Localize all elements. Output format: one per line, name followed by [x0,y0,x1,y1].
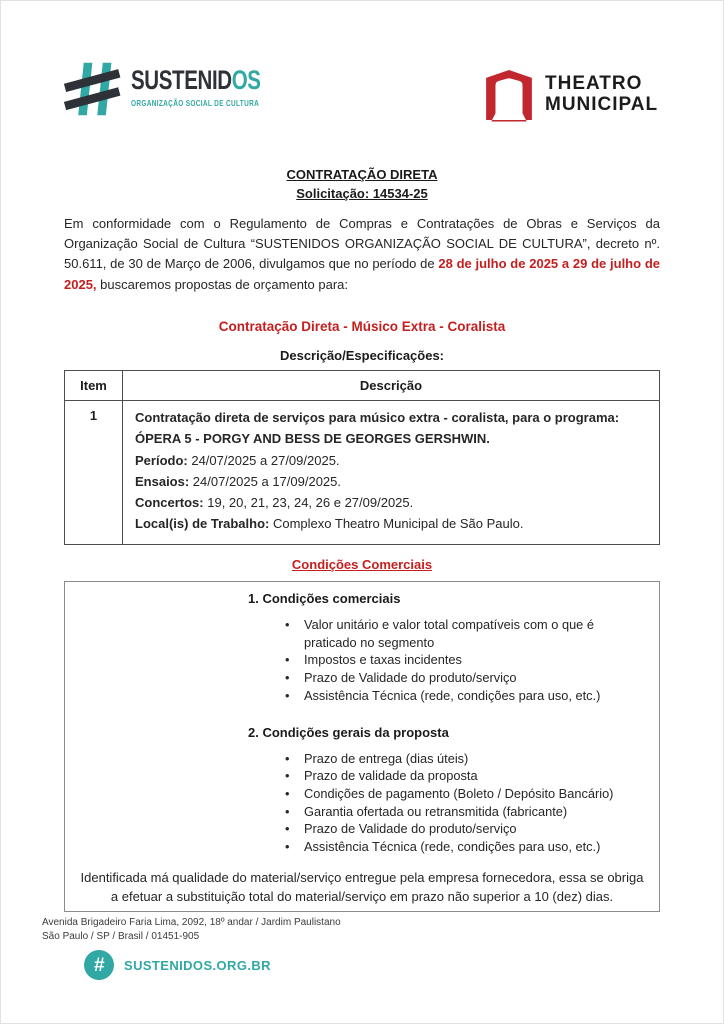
document-title [0,165,724,203]
sustenidos-hash-icon [64,60,122,118]
description-lead: Contratação direta de serviços para músico extra - coralista, para o programa: ÓPERA 5 - PORGY AND BESS DE GEORGES GERSHWIN. [135,410,620,447]
footer-brand [84,950,271,980]
list-item: • Garantia ofertada ou retransmitida (fabricante) [283,803,643,821]
table-row [65,401,660,545]
footer-address [42,916,341,944]
address-line2: São Paulo / SP / Brasil / 01451-905 [42,931,200,942]
intro-text: Em conformidade com o Regulamento de Compras e Contratações de Obras e Serviços da Organização Social de Cultura “SUSTENIDOS ORGANIZAÇÃO SOCIAL DE CULTURA”, decreto nº. 50.611, de 30 de Março de 2006, divulgamos que no período de [64,216,660,272]
condicoes-comerciais-heading: Condições Comerciais [291,557,433,572]
cell-description [123,401,660,545]
list-item: • Prazo de entrega (dias úteis) [283,750,643,768]
conditions-section1-list [283,616,659,705]
theatro-line2: MUNICIPAL [545,93,659,115]
address-line1: Avenida Brigadeiro Faria Lima, 2092, 18º andar / Jardim Paulistano [42,917,341,928]
list-item: • Prazo de validade da proposta [283,767,643,785]
field-local-trabalho: Local(is) de Trabalho: Complexo Theatro Municipal de São Paulo. [135,516,524,532]
col-header-item: Item [65,371,123,401]
logo-name-teal: OS [231,65,261,95]
footer-hash-icon: # [84,950,114,980]
title-line1: CONTRATAÇÃO DIRETA [286,167,438,182]
intro-paragraph [64,214,660,295]
spec-heading: Descrição/Especificações: [279,348,445,363]
conditions-section2-list [283,750,659,856]
list-item: • Valor unitário e valor total compatíveis com o que é praticado no segmento [283,616,643,651]
footer-site-url: SUSTENIDOS.ORG.BR [124,957,271,973]
list-item: • Assistência Técnica (rede, condições para uso, etc.) [283,687,643,705]
sustenidos-logo-tagline: ORGANIZAÇÃO SOCIAL DE CULTURA [131,98,260,108]
field-periodo: Período: 24/07/2025 a 27/09/2025. [135,452,340,468]
field-concertos: Concertos: 19, 20, 21, 23, 24, 26 e 27/09/2025. [135,495,414,511]
theatro-logo-text [545,74,658,115]
list-item: • Assistência Técnica (rede, condições para uso, etc.) [283,838,643,856]
table-header-row [65,371,660,401]
conditions-section1-title: 1. Condições comerciais [248,591,401,606]
title-solicitacao: Solicitação: 14534-25 [296,186,428,201]
col-header-descricao: Descrição [123,371,660,401]
field-ensaios: Ensaios: 24/07/2025 a 17/09/2025. [135,473,341,489]
theatro-arch-icon [483,66,535,124]
list-item: • Condições de pagamento (Boleto / Depósito Bancário) [283,785,643,803]
list-item: • Impostos e taxas incidentes [283,651,643,669]
theatro-line1: THEATRO [545,73,643,94]
intro-text-end: buscaremos propostas de orçamento para: [96,276,349,292]
logo-name-dark: SUSTENID [131,65,232,95]
subject-heading: Contratação Direta - Músico Extra - Coralista [218,319,506,334]
intro-date-range: 28 de julho de 2025 a 29 de julho de 2025, [64,256,660,292]
conditions-box [64,581,660,912]
sustenidos-logo-name [131,66,261,94]
list-item: • Prazo de Validade do produto/serviço [283,669,643,687]
spec-table [64,370,660,545]
theatro-municipal-logo [483,66,658,124]
cell-item-number: 1 [65,401,123,545]
conditions-section2-title: 2. Condições gerais da proposta [248,724,449,740]
quality-note: Identificada má qualidade do material/serviço entregue pela empresa fornecedora, essa se obriga a efetuar a substituição total do material/serviço em prazo não superior a 10 (dez) dias. [80,869,644,905]
list-item: • Prazo de Validade do produto/serviço [283,820,643,838]
sustenidos-logo [64,60,302,118]
